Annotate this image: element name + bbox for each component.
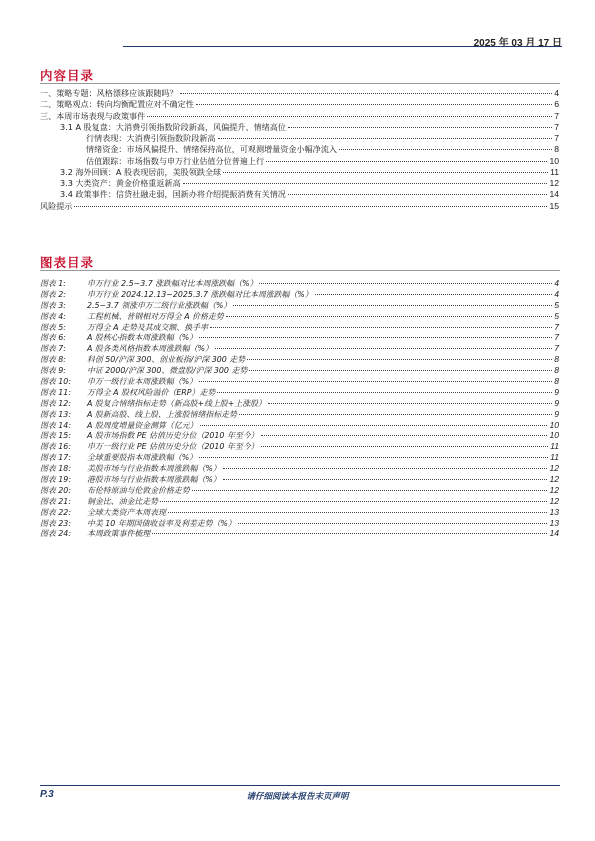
figure-entry-page: 9 bbox=[554, 397, 559, 408]
toc-entry-label: 3.4 政策事件：信贷社融走弱，国新办将介绍提振消费有关情况 bbox=[60, 189, 286, 200]
figure-entry-number: 图表 2: bbox=[40, 289, 66, 299]
figure-entry-title: A 股各类风格指数本周涨跌幅（%） bbox=[87, 344, 213, 354]
toc-entry[interactable] bbox=[40, 122, 559, 133]
figure-leader-dots bbox=[210, 327, 552, 328]
figure-entry-title: 港股市场与行业指数本周涨跌幅（%） bbox=[87, 475, 221, 485]
figure-entry[interactable] bbox=[40, 420, 559, 431]
toc-entry[interactable] bbox=[40, 99, 559, 110]
toc-entry-label: 二、策略观点：转向均衡配置应对不确定性 bbox=[40, 99, 194, 110]
figure-entry-page: 7 bbox=[554, 321, 559, 332]
figure-entry-number: 图表 9: bbox=[40, 366, 66, 376]
toc-entry-page: 11 bbox=[550, 166, 559, 177]
figure-entry[interactable] bbox=[40, 354, 559, 365]
toc-entry-page: 7 bbox=[554, 133, 559, 143]
toc-entry-page: 6 bbox=[554, 99, 559, 110]
figure-entry-title: 万得全 A 走势及其成交额、换手率 bbox=[87, 322, 208, 332]
figure-entry[interactable] bbox=[40, 452, 559, 463]
figure-entry-title: A 股复合情绪指标走势（新高股+线上股+上涨股） bbox=[87, 398, 266, 408]
header-date: 2025 年 03 月 17 日 bbox=[473, 38, 562, 49]
figure-entry-title: A 股核心指数本周涨跌幅（%） bbox=[87, 333, 198, 343]
figure-entry-page: 10 bbox=[549, 430, 559, 441]
figure-leader-dots bbox=[239, 414, 552, 415]
figures-title-rule bbox=[40, 270, 560, 271]
toc-leader-dots bbox=[196, 104, 552, 105]
figure-entry-title: A 股新高股、线上股、上涨股情绪指标走势 bbox=[87, 409, 237, 419]
toc-entry-label: 风险提示 bbox=[40, 200, 73, 211]
toc-entry-label: 一、策略专题：风格漂移应该跟随吗？ bbox=[40, 88, 178, 98]
figure-entry-title: 布伦特原油与伦敦金价格走势 bbox=[87, 485, 190, 495]
footer-page-number: P.3 bbox=[40, 789, 54, 800]
figure-entry[interactable] bbox=[40, 441, 559, 452]
figure-entry-page: 7 bbox=[554, 343, 559, 354]
footer-disclaimer: 请仔细阅读本报告末页声明 bbox=[246, 792, 349, 802]
figure-entry-number: 图表 20: bbox=[40, 485, 71, 495]
toc-entry[interactable] bbox=[40, 178, 559, 189]
figure-entry-number: 图表 10: bbox=[40, 377, 71, 387]
toc-leader-dots bbox=[288, 194, 548, 195]
figure-entry[interactable] bbox=[40, 278, 559, 289]
toc-leader-dots bbox=[147, 116, 552, 117]
figure-entry[interactable] bbox=[40, 376, 559, 387]
figure-entry-number: 图表 12: bbox=[40, 398, 71, 408]
figure-leader-dots bbox=[199, 337, 552, 338]
figure-entry-page: 13 bbox=[549, 506, 559, 517]
toc-leader-dots bbox=[266, 161, 547, 162]
figure-entry-title: A 股周度增量资金测算（亿元） bbox=[87, 420, 198, 430]
figure-entry-title: 铜金比、油金比走势 bbox=[87, 496, 159, 506]
figure-entry-page: 5 bbox=[554, 310, 559, 321]
figure-entry-number: 图表 5: bbox=[40, 322, 66, 332]
figure-entry[interactable] bbox=[40, 485, 559, 496]
figure-entry-title: 本周政策事件梳理 bbox=[87, 529, 151, 539]
figure-entry-page: 12 bbox=[549, 495, 559, 506]
figure-entry-page: 9 bbox=[554, 386, 559, 397]
figure-entry-page: 13 bbox=[549, 517, 559, 528]
toc-entry-label: 3.2 海外回顾：A 股表现居前，美股领跌全球 bbox=[60, 166, 222, 177]
toc-entry[interactable] bbox=[40, 88, 559, 99]
toc-entry-label: 三、本周市场表现与政策事件 bbox=[40, 110, 146, 121]
figure-leader-dots bbox=[261, 446, 549, 447]
figure-leader-dots bbox=[238, 523, 548, 524]
figure-entry-number: 图表 18: bbox=[40, 464, 71, 474]
figure-entry[interactable] bbox=[40, 322, 559, 333]
figure-entry[interactable] bbox=[40, 300, 559, 311]
figure-entry-page: 12 bbox=[549, 474, 559, 485]
figure-entry[interactable] bbox=[40, 365, 559, 376]
figure-entry-title: 申万一级行业本周涨跌幅（%） bbox=[87, 377, 198, 387]
toc-leader-dots bbox=[74, 206, 547, 207]
figure-entry-title: 中美 10 年期国债收益率及利差走势（%） bbox=[87, 518, 236, 528]
figure-leader-dots bbox=[233, 305, 552, 306]
toc-entry-page: 7 bbox=[554, 121, 559, 132]
figure-leader-dots bbox=[200, 425, 548, 426]
toc-entry[interactable] bbox=[40, 156, 559, 167]
figure-entry-title: 中证 2000/沪深 300、微盘股/沪深 300 走势 bbox=[87, 366, 248, 376]
figure-entry[interactable] bbox=[40, 311, 559, 322]
figure-leader-dots bbox=[226, 316, 553, 317]
figure-entry-page: 10 bbox=[549, 419, 559, 430]
toc-entry-page: 7 bbox=[554, 110, 559, 121]
figure-entry-page: 12 bbox=[549, 463, 559, 474]
figure-entry-number: 图表 16: bbox=[40, 442, 71, 452]
figure-entry-title: 工程机械、普钢相对万得全 A 价格走势 bbox=[87, 311, 224, 321]
figure-entry[interactable] bbox=[40, 474, 559, 485]
figure-leader-dots bbox=[223, 479, 548, 480]
figure-entry-number: 图表 11: bbox=[40, 387, 71, 397]
toc-entry[interactable] bbox=[40, 167, 559, 178]
figure-entry-page: 8 bbox=[554, 354, 559, 365]
figure-entry[interactable] bbox=[40, 332, 559, 343]
figure-leader-dots bbox=[152, 533, 547, 534]
figure-entry-title: 美股市场与行业指数本周涨跌幅（%） bbox=[87, 464, 221, 474]
figure-leader-dots bbox=[215, 348, 552, 349]
figure-entry-page: 7 bbox=[554, 332, 559, 343]
toc-entry-label: 3.1 A 股复盘：大消费引领指数阶段新高，风偏提升、情绪高位 bbox=[60, 121, 286, 132]
toc-leader-dots bbox=[223, 172, 548, 173]
figure-leader-dots bbox=[268, 403, 552, 404]
figure-entry-number: 图表 21: bbox=[40, 496, 71, 506]
figure-entry-title: 申万一级行业 PE 估值历史分位（2010 年至今） bbox=[87, 442, 259, 452]
figure-leader-dots bbox=[199, 381, 552, 382]
header-rule bbox=[123, 46, 562, 47]
figure-entry-page: 11 bbox=[550, 441, 559, 452]
figure-entry-title: A 股市场指数 PE 估值历史分位（2010 年至今） bbox=[87, 431, 259, 441]
figure-entry-number: 图表 7: bbox=[40, 344, 66, 354]
figures-list bbox=[40, 278, 559, 539]
figure-entry-title: 万得全 A 股权风险溢价（ERP）走势 bbox=[87, 387, 216, 397]
figure-entry[interactable] bbox=[40, 528, 559, 539]
figure-entry-number: 图表 4: bbox=[40, 311, 66, 321]
figure-entry-number: 图表 19: bbox=[40, 475, 71, 485]
figure-entry-number: 图表 22: bbox=[40, 507, 71, 517]
figure-entry-number: 图表 6: bbox=[40, 333, 66, 343]
figure-leader-dots bbox=[247, 359, 552, 360]
figure-leader-dots bbox=[249, 370, 552, 371]
figure-entry-number: 图表 3: bbox=[40, 300, 66, 310]
toc-entry[interactable] bbox=[40, 133, 559, 144]
figure-entry-number: 图表 13: bbox=[40, 409, 71, 419]
figure-leader-dots bbox=[217, 392, 552, 393]
figure-entry-title: 2.5~3.7 领涨申万二级行业涨跌幅（%） bbox=[87, 300, 232, 310]
toc-entry-label: 情绪资金：市场风偏提升、情绪保持高位，可观测增量资金小幅净流入 bbox=[86, 144, 337, 155]
toc-entry-page: 12 bbox=[549, 178, 559, 188]
toc-entry-page: 4 bbox=[554, 88, 559, 98]
figure-entry-number: 图表 17: bbox=[40, 453, 71, 463]
figure-leader-dots bbox=[315, 294, 553, 295]
figure-entry[interactable] bbox=[40, 409, 559, 420]
figure-entry[interactable] bbox=[40, 387, 559, 398]
figure-entry-page: 14 bbox=[549, 528, 559, 539]
toc-entry-page: 10 bbox=[549, 155, 559, 166]
figure-entry[interactable] bbox=[40, 343, 559, 354]
toc-entry-page: 8 bbox=[554, 144, 559, 155]
footer-rule bbox=[40, 785, 560, 786]
toc-leader-dots bbox=[183, 183, 548, 184]
toc-entry-label: 行情表现：大消费引领指数阶段新高 bbox=[86, 133, 216, 143]
toc-leader-dots bbox=[180, 93, 553, 94]
figure-leader-dots bbox=[223, 468, 548, 469]
figure-entry-page: 4 bbox=[554, 278, 559, 288]
figure-entry-title: 申万行业 2.5~3.7 涨跌幅对比本周涨跌幅（%） bbox=[87, 279, 258, 288]
figure-entry-page: 5 bbox=[554, 299, 559, 310]
figure-entry-page: 8 bbox=[554, 376, 559, 387]
figure-entry-number: 图表 24: bbox=[40, 529, 71, 539]
toc-title: 内容目录 bbox=[40, 68, 95, 83]
figure-leader-dots bbox=[192, 490, 548, 491]
figure-entry-page: 4 bbox=[554, 288, 559, 299]
toc-list bbox=[40, 88, 559, 212]
figure-entry-title: 全球重要股指本周涨跌幅（%） bbox=[87, 453, 198, 463]
figures-title: 图表目录 bbox=[40, 255, 95, 270]
figure-entry[interactable] bbox=[40, 430, 559, 441]
figure-entry[interactable] bbox=[40, 289, 559, 300]
figure-entry[interactable] bbox=[40, 398, 559, 409]
figure-entry-title: 全球大类资产本周表现 bbox=[87, 507, 166, 517]
figure-entry-page: 9 bbox=[554, 408, 559, 419]
figure-entry-page: 11 bbox=[550, 452, 559, 463]
figure-leader-dots bbox=[168, 512, 548, 513]
figure-entry-number: 图表 23: bbox=[40, 518, 71, 528]
toc-title-rule bbox=[40, 83, 560, 84]
figure-entry-number: 图表 8: bbox=[40, 355, 66, 365]
figure-leader-dots bbox=[259, 283, 552, 284]
figure-entry-number: 图表 14: bbox=[40, 420, 71, 430]
figure-entry-page: 12 bbox=[549, 484, 559, 495]
toc-entry-page: 15 bbox=[549, 200, 559, 211]
toc-leader-dots bbox=[218, 138, 553, 139]
figure-leader-dots bbox=[261, 435, 548, 436]
figure-entry[interactable] bbox=[40, 463, 559, 474]
figure-leader-dots bbox=[160, 501, 547, 502]
toc-entry-label: 3.3 大类资产：黄金价格重返新高 bbox=[60, 178, 181, 188]
figure-entry-title: 申万行业 2024.12.13~2025.3.7 涨跌幅对比本周涨跌幅（%） bbox=[87, 289, 313, 299]
toc-entry[interactable] bbox=[40, 111, 559, 122]
toc-leader-dots bbox=[288, 127, 552, 128]
figure-entry-number: 图表 1: bbox=[40, 279, 66, 288]
figure-entry[interactable] bbox=[40, 518, 559, 529]
toc-entry[interactable] bbox=[40, 189, 559, 200]
toc-entry-page: 14 bbox=[549, 189, 559, 200]
toc-entry-label: 估值跟踪：市场指数与申万行业估值分位普遍上行 bbox=[86, 155, 265, 166]
figure-entry-title: 科创 50/沪深 300、创业板指/沪深 300 走势 bbox=[87, 355, 246, 365]
figure-leader-dots bbox=[199, 457, 548, 458]
toc-entry[interactable] bbox=[40, 201, 559, 212]
figure-entry[interactable] bbox=[40, 496, 559, 507]
toc-leader-dots bbox=[339, 149, 552, 150]
figure-entry-number: 图表 15: bbox=[40, 431, 71, 441]
toc-entry[interactable] bbox=[40, 144, 559, 155]
figure-entry-page: 8 bbox=[554, 365, 559, 376]
figure-entry[interactable] bbox=[40, 507, 559, 518]
